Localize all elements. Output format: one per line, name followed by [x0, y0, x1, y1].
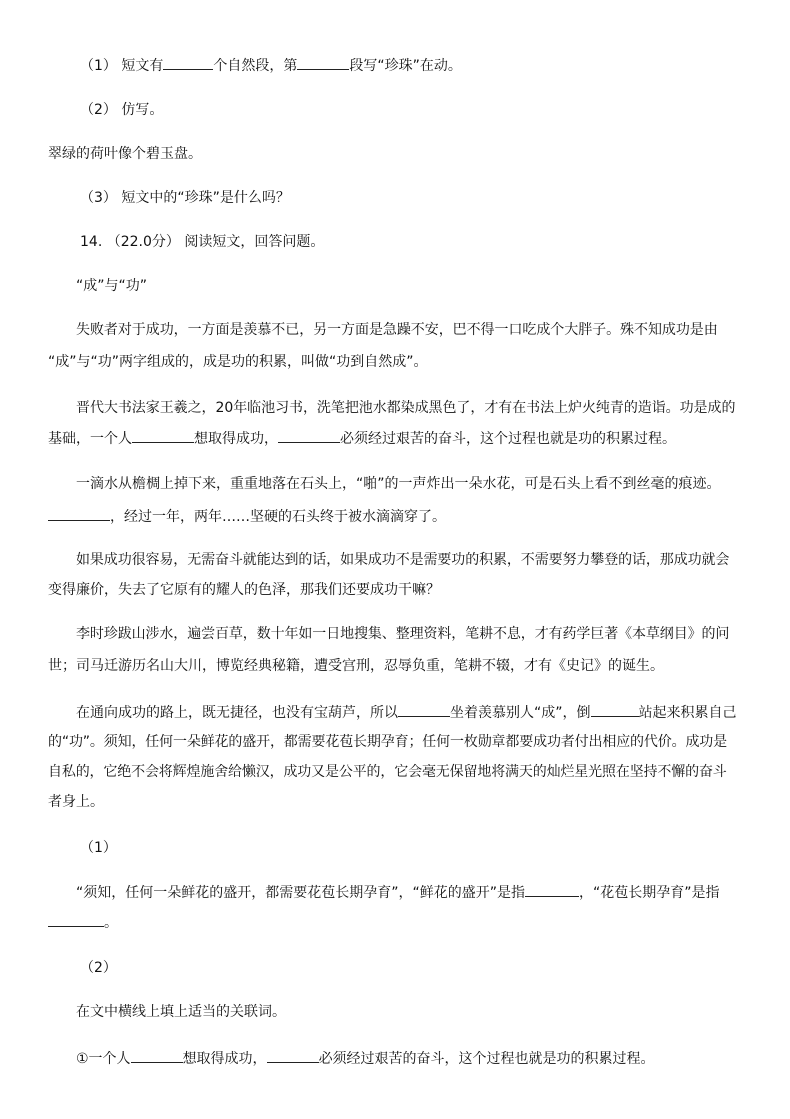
p6-text-c: 站起来积累自己	[638, 705, 737, 721]
q14-sub1-line2	[48, 912, 118, 933]
answer-blank[interactable]	[591, 702, 639, 717]
answer-blank[interactable]	[278, 428, 340, 443]
q14-header: 14. （22.0分） 阅读短文，回答问题。	[80, 234, 325, 250]
p6-line1	[76, 702, 737, 723]
p3-line2	[48, 506, 446, 527]
p1-line1: 失败者对于成功，一方面是羡慕不已，另一方面是急躁不安，巴不得一口吃成个大胖子。殊不知成功是由	[76, 322, 718, 338]
passage-title: “成”与“功”	[76, 278, 148, 294]
q14-sub2-text-c: 必须经过艰苦的奋斗，这个过程也就是功的积累过程。	[318, 1051, 655, 1067]
answer-blank[interactable]	[267, 1048, 319, 1063]
q14-sub2-text-a: ①一个人	[76, 1051, 131, 1067]
q13-sub1-text-a: 短文有	[121, 58, 164, 74]
answer-blank[interactable]	[163, 55, 213, 70]
q14-sub1-text-b: ，“花苞长期孕育”是指	[579, 885, 720, 901]
q13-sub3-text: 短文中的“珍珠”是什么吗？	[121, 190, 290, 206]
q14-sub1-text-a: “须知，任何一朵鲜花的盛开，都需要花苞长期孕育”，“鲜花的盛开”是指	[76, 885, 526, 901]
q13-sub1	[80, 55, 462, 76]
q13-sub2-num: （2）	[80, 102, 117, 118]
p4-line2: 变得廉价，失去了它原有的耀人的色泽，那我们还要成功干嘛？	[48, 582, 440, 598]
answer-blank[interactable]	[132, 428, 194, 443]
q13-sub2-text: 仿写。	[121, 102, 164, 118]
q14-sub2-text-b: 想取得成功，	[182, 1051, 267, 1067]
p1-line2: “成”与“功”两字组成的，成是功的积累，叫做“功到自然成”。	[48, 354, 428, 370]
p5-line1: 李时珍跋山涉水，遍尝百草，数十年如一日地搜集、整理资料，笔耕不息，才有药学巨著《本草纲目》的问	[76, 626, 730, 642]
answer-blank[interactable]	[131, 1048, 183, 1063]
p2-text-c: 必须经过艰苦的奋斗，这个过程也就是功的积累过程。	[340, 431, 676, 447]
p6-line3: 自私的，它绝不会将辉煌施舍给懒汉，成功又是公平的，它会毫无保留地将满天的灿烂星光照在坚持不懈的奋斗	[48, 764, 727, 780]
p2-line1: 晋代大书法家王羲之，20年临池习书，洗笔把池水都染成黑色了，才有在书法上炉火纯青的造诣。功是成的	[76, 400, 736, 416]
q13-sub2	[80, 100, 163, 120]
q13-example: 翠绿的荷叶像个碧玉盘。	[48, 146, 202, 162]
p6-line2: 的“功”。须知，任何一朵鲜花的盛开，都需要花苞长期孕育；任何一枚勋章都要成功者付出相应的代价。成功是	[48, 734, 728, 750]
q14-sub1-text-c: 。	[104, 915, 118, 931]
p3-line1: 一滴水从檐椆上掉下来，重重地落在石头上，“啪”的一声炸出一朵水花，可是石头上看不到丝毫的痕迹。	[76, 476, 721, 492]
q13-sub1-text-b: 个自然段，第	[213, 58, 298, 74]
q14-sub2-instruction: 在文中横线上填上适当的关联词。	[76, 1004, 286, 1020]
p5-line2: 世；司马迁游历名山大川，博览经典秘籍，遭受宫刑，忍辱负重，笔耕不辍，才有《史记》的诞生。	[48, 658, 664, 674]
q14-sub1-line1	[76, 882, 720, 903]
p2-text-b: 想取得成功，	[194, 431, 278, 447]
q14-sub2-item	[76, 1048, 655, 1069]
p6-line4: 者身上。	[48, 794, 104, 810]
answer-blank[interactable]	[398, 702, 450, 717]
q14-sub1-num: （1）	[80, 840, 117, 856]
q13-sub3-num: （3）	[80, 190, 117, 206]
p3-text: ，经过一年，两年……坚硬的石头终于被水滴滴穿了。	[110, 509, 446, 525]
p4-line1: 如果成功很容易，无需奋斗就能达到的话，如果成功不是需要功的积累，不需要努力攀登的话，那成功就会	[76, 552, 730, 568]
q13-sub3	[80, 188, 290, 208]
q13-sub1-text-c: 段写“珍珠”在动。	[349, 58, 462, 74]
answer-blank[interactable]	[525, 882, 579, 897]
answer-blank[interactable]	[48, 506, 110, 521]
q13-sub1-num: （1）	[80, 58, 117, 74]
q14-sub2-num: （2）	[80, 960, 117, 976]
p2-text-a: 基础，一个人	[48, 431, 132, 447]
p6-text-b: 坐着羡慕别人“成”，倒	[450, 705, 591, 721]
p6-text-a: 在通向成功的路上，既无捷径，也没有宝葫芦，所以	[76, 705, 398, 721]
answer-blank[interactable]	[48, 912, 104, 927]
p2-line2	[48, 428, 676, 449]
answer-blank[interactable]	[297, 55, 349, 70]
